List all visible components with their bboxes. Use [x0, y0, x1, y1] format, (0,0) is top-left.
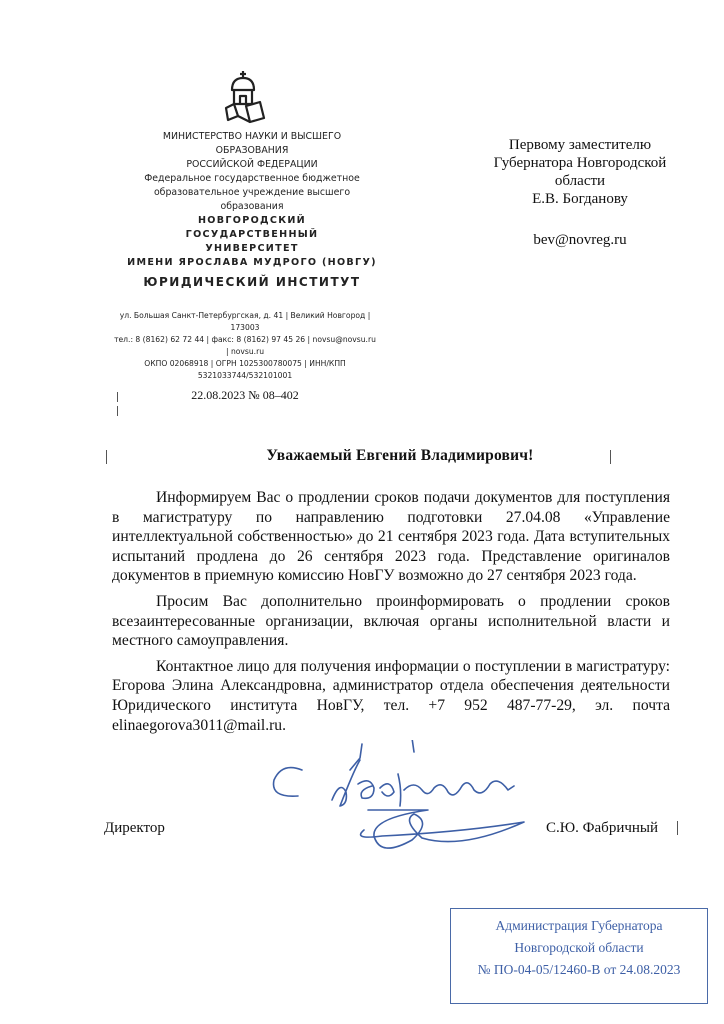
addressee-line: области	[554, 173, 606, 189]
contact-line: 173003	[230, 323, 260, 332]
ministry-line: МИНИСТЕРСТВО НАУКИ И ВЫСШЕГО	[162, 131, 342, 142]
signer-name: С.Ю. Фабричный	[546, 820, 659, 836]
stamp-line: № ПО-04-05/12460-В от 24.08.2023	[477, 962, 681, 977]
ministry-line: РОССИЙСКОЙ ФЕДЕРАЦИИ	[186, 159, 318, 170]
stamp-line: Администрация Губернатора	[495, 918, 663, 933]
contact-line: ул. Большая Санкт-Петербургская, д. 41 | Великий Новгород |	[119, 311, 371, 320]
registration-stamp	[450, 908, 708, 1004]
letter-body	[112, 488, 670, 741]
paragraph: Контактное лицо для получения информации о поступлении в магистратуру: Егорова Элина Александровна, администратор отдела обеспечения деятельности Юридического института НовГУ, тел. +7 952 487-77-29, эл. почта elinaegorova3011@mail.ru.	[112, 657, 670, 734]
university-name-line: НОВГОРОДСКИЙ	[197, 215, 307, 226]
handwritten-signature	[262, 740, 552, 870]
university-name-line: УНИВЕРСИТЕТ	[205, 243, 299, 254]
contact-line: ОКПО 02068918 | ОГРН 1025300780075 | ИНН/КПП	[144, 359, 346, 368]
university-logo-icon	[216, 68, 270, 128]
corner-mark	[106, 450, 107, 464]
addressee-line: Первому заместителю	[508, 137, 652, 153]
university-name-line: ИМЕНИ ЯРОСЛАВА МУДРОГО (НОВГУ)	[127, 257, 377, 268]
addressee-line: Е.В. Богданову	[532, 191, 628, 207]
addressee-block	[460, 136, 700, 208]
ministry-line: ОБРАЗОВАНИЯ	[215, 145, 289, 156]
stamp-line: Новгородской области	[514, 940, 644, 955]
addressee-line: Губернатора Новгородской	[493, 155, 667, 171]
paragraph: Просим Вас дополнительно проинформировать о продлении сроков всезаинтересованные организации, включая органы исполнительной власти и местного самоуправления.	[112, 592, 670, 650]
institution-type-line: образования	[220, 201, 284, 212]
institution-type-line: образовательное учреждение высшего	[153, 187, 351, 198]
greeting: Уважаемый Евгений Владимирович!	[266, 447, 534, 464]
corner-mark	[117, 392, 118, 402]
signer-title: Директор	[104, 820, 165, 836]
institute-name: ЮРИДИЧЕСКИЙ ИНСТИТУТ	[143, 275, 361, 289]
corner-mark	[677, 821, 678, 835]
corner-mark	[117, 406, 118, 416]
institution-type-line: Федеральное государственное бюджетное	[144, 173, 360, 184]
letterhead-contacts	[110, 310, 380, 382]
university-name-line: ГОСУДАРСТВЕННЫЙ	[185, 229, 319, 240]
letterhead	[110, 130, 394, 290]
addressee-email: bev@novreg.ru	[533, 232, 627, 248]
contact-line: | novsu.ru	[225, 347, 265, 356]
contact-line: 5321033744/532101001	[197, 371, 293, 380]
registration-number: 22.08.2023 № 08–402	[191, 388, 299, 402]
paragraph: Информируем Вас о продлении сроков подачи документов для поступления в магистратуру по направлению подготовки 27.04.08 «Управление интеллектуальной собственностью» до 21 сентября 2023 года. Дата вступительных испытаний продлена до 26 сентября 2023 года. Представление оригиналов документов в приемную комиссию НовГУ возможно до 27 сентября 2023 года.	[112, 489, 670, 585]
contact-line: тел.: 8 (8162) 62 72 44 | факс: 8 (8162) 97 45 26 | novsu@novsu.ru	[114, 335, 376, 344]
